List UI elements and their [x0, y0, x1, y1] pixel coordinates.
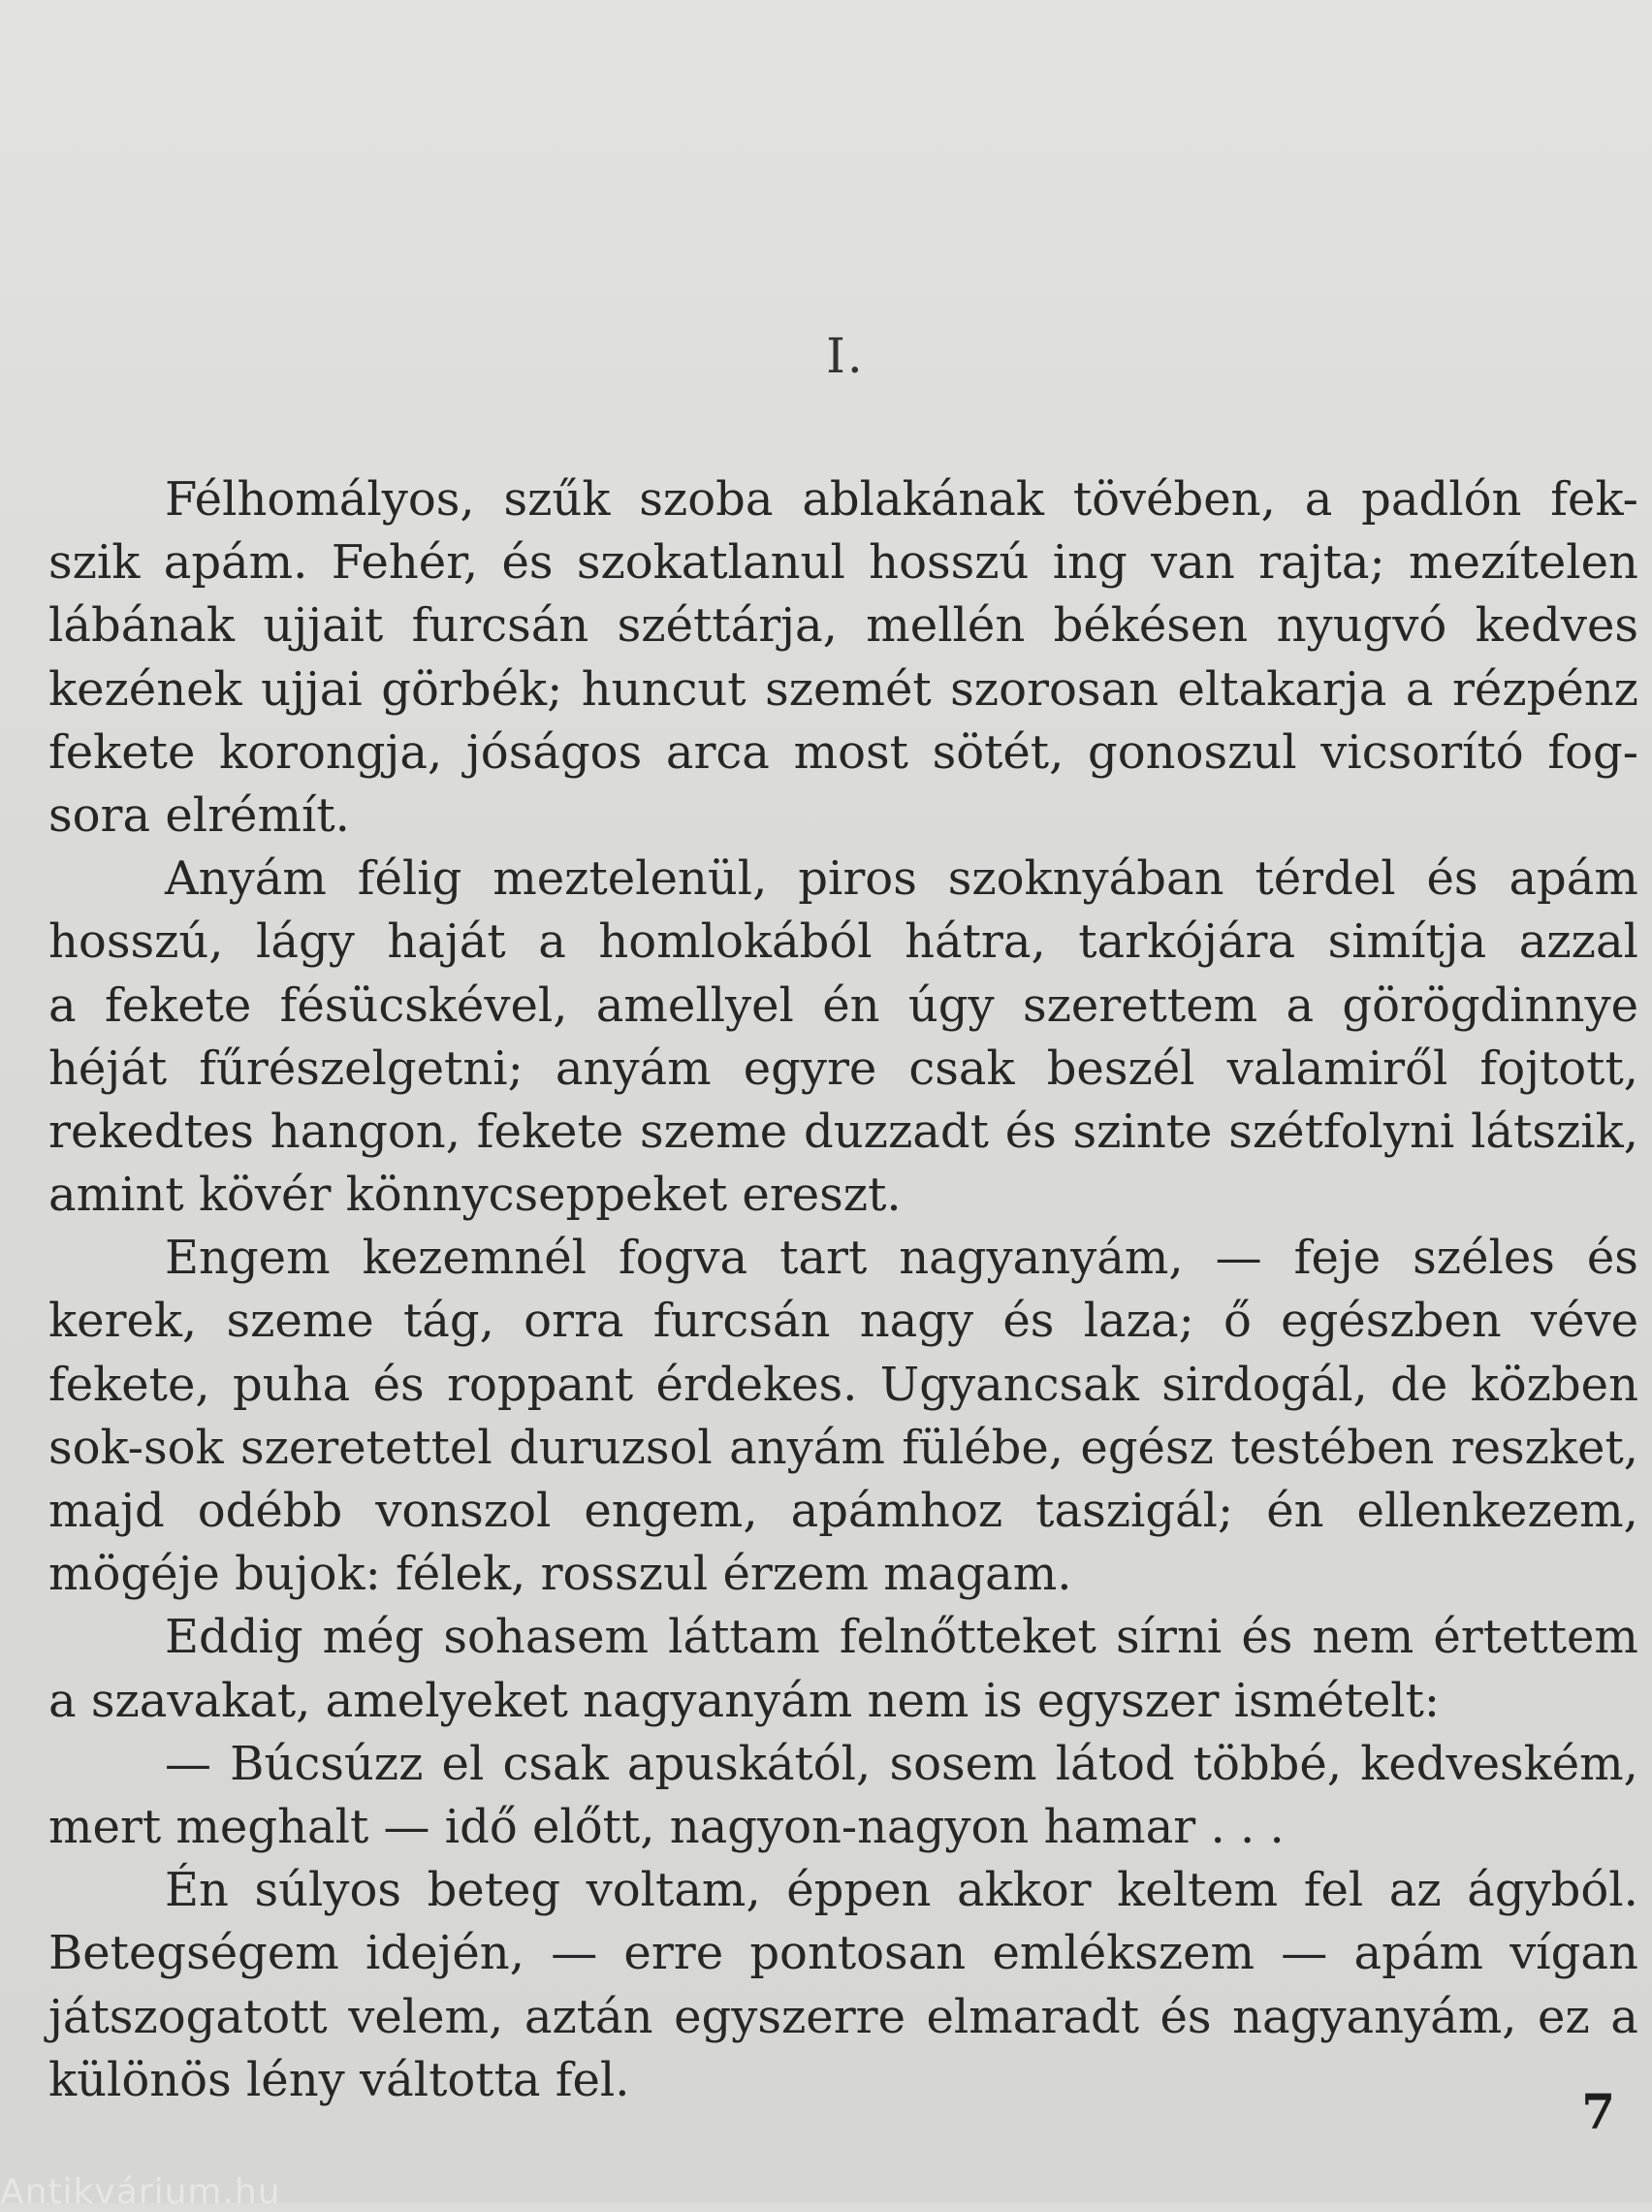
text-line: mögéje bujok: félek, rosszul érzem magam. — [48, 1547, 1072, 1602]
text-line: rekedtes hangon, fekete szeme duzzadt és szinte szétfolyni látszik, — [48, 1104, 1638, 1159]
text-line: a szavakat, amelyeket nagyanyám nem is egyszer ismételt: — [48, 1673, 1441, 1728]
chapter-number: I. — [826, 328, 865, 384]
text-line: Félhomályos, szűk szoba ablakának tövében, a padlón fek- — [165, 472, 1638, 527]
text-line: hosszú, lágy haját a homlokából hátra, tarkójára simítja azzal — [48, 914, 1638, 970]
text-line: a fekete fésücskével, amellyel én úgy szerettem a görögdinnye — [48, 978, 1638, 1033]
text-line: Én súlyos beteg voltam, éppen akkor keltem fel az ágyból. — [165, 1863, 1638, 1918]
text-line: fekete korongja, jóságos arca most sötét, gonoszul vicsorító fog- — [48, 724, 1638, 780]
text-line: szik apám. Fehér, és szokatlanul hosszú ing van rajta; mezítelen — [48, 535, 1638, 591]
body-text — [48, 468, 1638, 2112]
text-line: Engem kezemnél fogva tart nagyanyám, — feje széles és — [165, 1231, 1638, 1286]
text-line: játszogatott velem, aztán egyszerre elmaradt és nagyanyám, ez a — [48, 1989, 1638, 2044]
text-line: kezének ujjai görbék; huncut szemét szorosan eltakarja a rézpénz — [48, 661, 1638, 717]
text-line: majd odébb vonszol engem, apámhoz taszigál; én ellenkezem, — [48, 1484, 1638, 1538]
text-line: kerek, szeme tág, orra furcsán nagy és laza; ő egészben véve — [48, 1294, 1638, 1349]
text-line: — Búcsúzz el csak apuskától, sosem látod többé, kedveském, — [165, 1736, 1638, 1791]
text-line: amint kövér könnycseppeket ereszt. — [48, 1168, 902, 1223]
text-line: Betegségem idején, — erre pontosan emlékszem — apám vígan — [48, 1926, 1638, 1981]
text-line: mert meghalt — idő előtt, nagyon-nagyon hamar . . . — [48, 1799, 1285, 1854]
page-number: 7 — [1581, 2083, 1615, 2140]
text-line: lábának ujjait furcsán széttárja, mellén békésen nyugvó kedves — [48, 598, 1638, 654]
text-line: fekete, puha és roppant érdekes. Ugyancsak sirdogál, de közben — [48, 1357, 1638, 1412]
text-line: Anyám félig meztelenül, piros szoknyában térdel és apám — [165, 851, 1638, 907]
text-line: különös lény váltotta fel. — [48, 2052, 630, 2107]
text-line: sora elrémít. — [48, 787, 350, 843]
text-line: héját fűrészelgetni; anyám egyre csak beszél valamiről fojtott, — [48, 1041, 1638, 1096]
text-line: sok-sok szeretettel duruzsol anyám fülébe, egész testében reszket, — [48, 1420, 1638, 1475]
text-line: Eddig még sohasem láttam felnőtteket sírni és nem értettem — [165, 1610, 1638, 1665]
watermark-text: Antikvárium.hu — [0, 2172, 281, 2212]
